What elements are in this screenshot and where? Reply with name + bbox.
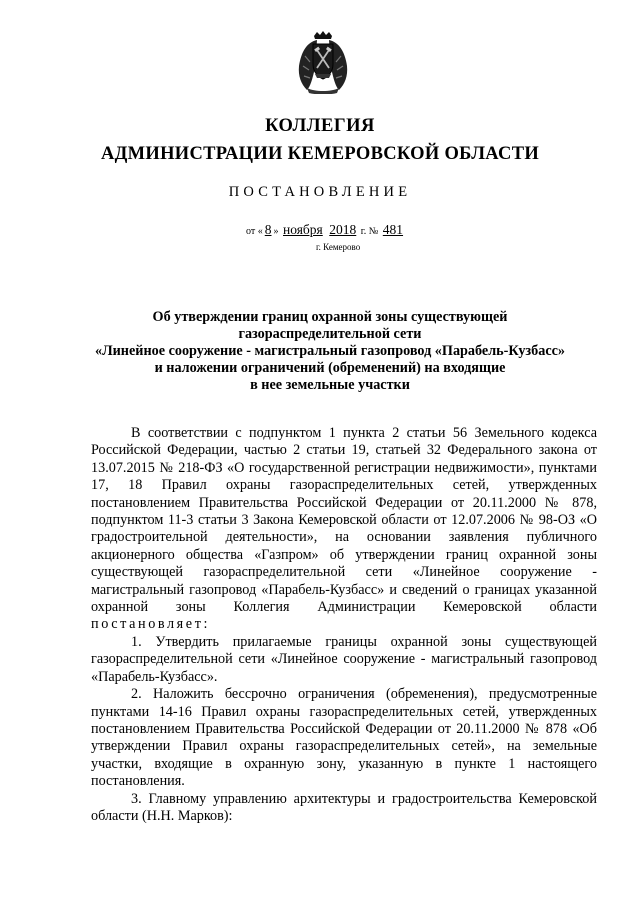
date-year-suffix: г. — [360, 226, 367, 237]
paragraph-preamble — [91, 425, 597, 634]
coat-of-arms-emblem — [293, 30, 353, 94]
title-line: в нее земельные участки — [250, 377, 410, 393]
organization-name-line2: АДМИНИСТРАЦИИ КЕМЕРОВСКОЙ ОБЛАСТИ — [100, 144, 540, 164]
title-line: Об утверждении границ охранной зоны существующей — [152, 309, 508, 325]
preamble-text: В соответствии с подпунктом 1 пункта 2 статьи 56 Земельного кодекса Российской Федерации, частью 2 статьи 19, статьей 32 Федерального закона от 13.07.2015 № 218-ФЗ «О государственной регистрации недвижимости», пунктами 17, 18 Правил охраны газораспределительных сетей, утвержденных постановлением Правительства Российской Федерации от 20.11.2000 № 878, подпунктом 11-3 статьи 3 Закона Кемеровской области от 12.07.2006 № 98-ОЗ «О градостроительной деятельности», на основании заявления публичного акционерного общества «Газпром» об утверждении границ охранной зоны существующей газораспределительной сети «Линейное сооружение - магистральный газопровод «Парабель-Кузбасс» и сведений о границах указанной охранной зоны Коллегия Администрации Кемеровской области — [91, 425, 597, 616]
paragraph-item-1: 1. Утвердить прилагаемые границы охранной зоны существующей газораспределительной сети «Линейное сооружение - магистральный газопровод «Парабель-Кузбасс». — [91, 633, 597, 685]
paragraph-item-3: 3. Главному управлению архитектуры и градостроительства Кемеровской области (Н.Н. Марков): — [91, 790, 597, 824]
title-line: «Линейное сооружение - магистральный газопровод «Парабель-Кузбасс» — [94, 343, 566, 359]
document-number: 481 — [382, 222, 404, 237]
city: г. Кемерово — [316, 242, 361, 252]
date-separator: » — [273, 226, 279, 237]
date-month: ноября — [283, 222, 323, 237]
document-title — [60, 309, 600, 394]
date-year: 2018 — [329, 222, 357, 237]
date-number-line — [246, 222, 405, 238]
decree-word: постановляет: — [91, 616, 211, 633]
date-day: 8 — [264, 222, 272, 237]
document-body — [91, 425, 597, 825]
paragraph-item-2: 2. Наложить бессрочно ограничения (обременения), предусмотренные пунктами 14-16 Правил охраны газораспределительных сетей, утвержденных постановлением Правительства Российской Федерации от 20.11.2000 № 878 «Об утверждении Правил охраны газораспределительных сетей», на земельные участки, входящие в охранную зону, указанную в пункте 1 настоящего постановления. — [91, 686, 597, 790]
organization-name-line1: КОЛЛЕГИЯ — [265, 116, 375, 136]
title-line: газораспределительной сети — [238, 326, 422, 342]
date-prefix: от « — [246, 226, 263, 237]
number-sign: № — [368, 226, 379, 237]
document-type: ПОСТАНОВЛЕНИЕ — [228, 184, 412, 200]
title-line: и наложении ограничений (обременений) на входящие — [154, 360, 506, 376]
